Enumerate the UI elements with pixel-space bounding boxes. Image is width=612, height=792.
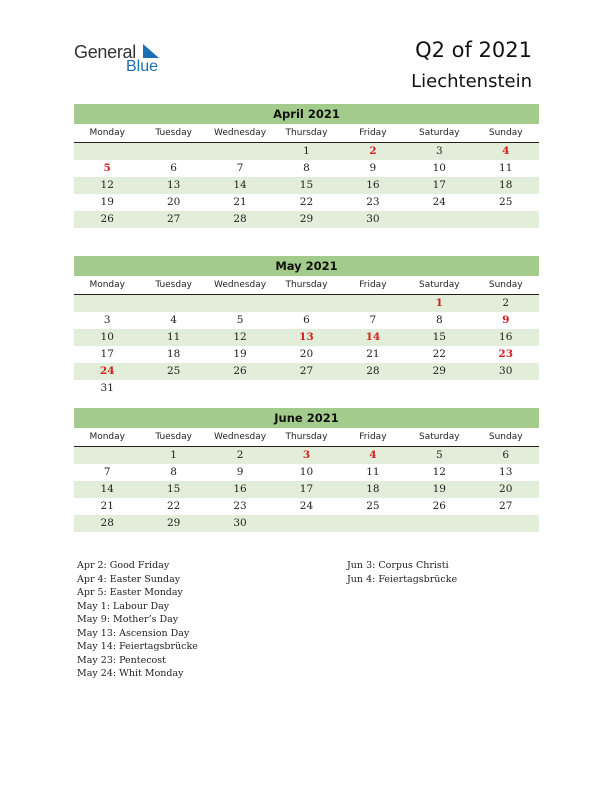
day-cell: 22 [166,500,181,512]
holiday-note: Apr 5: Easter Monday [77,587,183,598]
weekday-label: Wednesday [214,128,267,138]
week-row [74,312,539,329]
weekday-label: Friday [359,280,387,290]
day-cell: 13 [499,466,513,478]
day-cell: 29 [299,213,314,225]
week-row [74,498,539,515]
day-cell: 7 [103,466,111,478]
day-cell: 23 [498,348,514,360]
empty-day-cell [473,211,539,228]
holiday-note: Apr 2: Good Friday [77,560,170,571]
holiday-note: May 24: Whit Monday [77,668,184,679]
weekday-label: Monday [89,280,125,290]
week-row [74,363,539,380]
logo-triangle-icon [141,43,161,59]
empty-day-cell [273,380,339,397]
day-cell: 19 [100,196,114,208]
day-cell: 28 [366,365,380,377]
week-row [74,481,539,498]
weekday-label: Sunday [488,280,523,290]
empty-day-cell [340,380,406,397]
week-row [74,515,539,532]
weekday-label: Wednesday [214,280,267,290]
empty-day-cell [406,515,472,532]
weekday-label: Friday [359,128,387,138]
day-cell: 17 [299,483,314,495]
day-cell: 18 [366,483,380,495]
day-cell: 30 [499,365,513,377]
day-cell: 10 [299,466,314,478]
day-cell: 4 [170,314,177,326]
day-cell: 5 [435,449,443,461]
day-cell: 24 [99,365,115,377]
day-cell: 6 [170,162,177,174]
weekday-label: Monday [89,432,125,442]
day-cell: 16 [233,483,247,495]
empty-day-cell [140,143,206,160]
weekday-label: Sunday [488,128,523,138]
logo-blue-text: Blue [126,58,159,75]
day-cell: 2 [502,297,510,309]
day-cell: 27 [299,365,314,377]
week-row [74,194,539,211]
weekday-header-row [74,276,539,295]
month-calendar-june [74,408,539,532]
day-cell: 26 [100,213,114,225]
holiday-note: Jun 4: Feiertagsbrücke [347,573,458,585]
holiday-note: Apr 4: Easter Sunday [77,573,181,585]
day-cell: 11 [366,466,380,478]
day-cell: 20 [499,483,513,495]
empty-day-cell [473,515,539,532]
empty-day-cell [273,515,339,532]
holiday-note: May 1: Labour Day [77,600,170,612]
weekday-label: Sunday [488,432,523,442]
day-cell: 17 [100,348,114,360]
day-cell: 20 [166,196,181,208]
day-cell: 21 [366,348,380,360]
empty-day-cell [473,380,539,397]
day-cell: 15 [432,331,446,343]
day-cell: 25 [366,500,380,512]
empty-day-cell [140,380,206,397]
weekday-label: Saturday [419,280,460,290]
empty-day-cell [74,447,140,464]
week-row [74,447,539,464]
weekday-header-row [74,124,539,143]
day-cell: 13 [299,331,314,343]
empty-day-cell [74,143,140,160]
logo-general-text: General [74,42,136,62]
empty-day-cell [207,295,273,312]
empty-day-cell [406,211,472,228]
weekday-label: Wednesday [214,432,267,442]
day-cell: 8 [435,314,443,326]
day-cell: 12 [233,331,247,343]
day-cell: 1 [303,145,310,157]
day-cell: 28 [233,213,247,225]
day-cell: 3 [103,314,111,326]
day-cell: 15 [299,179,314,191]
day-cell: 7 [369,314,377,326]
empty-day-cell [74,295,140,312]
day-cell: 14 [233,179,247,191]
weekday-label: Thursday [285,280,328,290]
day-cell: 30 [233,517,247,529]
empty-day-cell [273,295,339,312]
weekday-label: Thursday [285,128,328,138]
day-cell: 10 [432,162,446,174]
empty-day-cell [406,380,472,397]
day-cell: 25 [166,365,181,377]
week-row [74,380,539,397]
day-cell: 8 [303,162,310,174]
day-cell: 16 [366,179,380,191]
weekday-label: Friday [359,432,387,442]
day-cell: 8 [170,466,177,478]
day-cell: 23 [233,500,247,512]
generalblue-logo [74,40,174,80]
empty-day-cell [207,143,273,160]
holiday-note: May 23: Pentecost [77,654,166,666]
week-row [74,143,539,160]
week-row [74,211,539,228]
week-row [74,329,539,346]
empty-day-cell [340,515,406,532]
day-cell: 12 [100,179,114,191]
day-cell: 2 [236,449,244,461]
day-cell: 26 [432,500,446,512]
day-cell: 27 [166,213,181,225]
day-cell: 25 [499,196,513,208]
day-cell: 22 [299,196,314,208]
month-title: May 2021 [74,256,539,276]
day-cell: 21 [233,196,247,208]
week-row [74,177,539,194]
day-cell: 24 [299,500,314,512]
weekday-label: Saturday [419,128,460,138]
day-cell: 12 [432,466,446,478]
day-cell: 9 [502,314,510,326]
day-cell: 3 [302,449,311,461]
day-cell: 26 [233,365,247,377]
day-cell: 14 [100,483,114,495]
day-cell: 22 [432,348,446,360]
day-cell: 20 [299,348,314,360]
month-calendar-may [74,256,539,397]
day-cell: 15 [166,483,181,495]
weekday-header-row [74,428,539,447]
empty-day-cell [340,295,406,312]
day-cell: 5 [236,314,244,326]
day-cell: 7 [236,162,244,174]
weekday-label: Monday [89,128,125,138]
holiday-list-left [77,559,198,681]
week-row [74,295,539,312]
day-cell: 18 [166,348,181,360]
day-cell: 17 [432,179,446,191]
quarter-title: Q2 of 2021 [415,38,532,62]
month-title: April 2021 [74,104,539,124]
day-cell: 4 [502,145,510,157]
weekday-label: Saturday [419,432,460,442]
day-cell: 14 [365,331,381,343]
day-cell: 13 [166,179,181,191]
week-row [74,464,539,481]
day-cell: 19 [432,483,446,495]
day-cell: 29 [432,365,446,377]
day-cell: 11 [499,162,513,174]
month-calendar-april [74,104,539,228]
day-cell: 31 [100,382,114,394]
day-cell: 16 [499,331,513,343]
day-cell: 21 [100,500,114,512]
holiday-note: May 9: Mother’s Day [77,614,179,625]
day-cell: 6 [303,314,310,326]
holiday-note: May 14: Feiertagsbrücke [77,641,198,652]
holiday-list-right [347,559,457,586]
day-cell: 1 [435,297,443,309]
weekday-label: Tuesday [155,280,192,290]
day-cell: 9 [236,466,244,478]
day-cell: 9 [369,162,377,174]
week-row [74,160,539,177]
holiday-note: Jun 3: Corpus Christi [347,560,449,571]
empty-day-cell [207,380,273,397]
day-cell: 11 [166,331,181,343]
day-cell: 10 [100,331,114,343]
day-cell: 3 [435,145,443,157]
day-cell: 30 [366,213,380,225]
day-cell: 24 [432,196,446,208]
empty-day-cell [140,295,206,312]
day-cell: 27 [499,500,513,512]
day-cell: 28 [100,517,114,529]
day-cell: 19 [233,348,247,360]
country-name: Liechtenstein [411,71,532,92]
weekday-label: Thursday [285,432,328,442]
weekday-label: Tuesday [155,128,192,138]
month-title: June 2021 [74,408,539,428]
day-cell: 29 [166,517,181,529]
holiday-note: May 13: Ascension Day [77,627,190,639]
day-cell: 2 [369,145,377,157]
day-cell: 6 [502,449,510,461]
day-cell: 18 [499,179,513,191]
day-cell: 23 [366,196,380,208]
day-cell: 4 [369,449,377,461]
day-cell: 1 [170,449,177,461]
week-row [74,346,539,363]
weekday-label: Tuesday [155,432,192,442]
day-cell: 5 [103,162,111,174]
